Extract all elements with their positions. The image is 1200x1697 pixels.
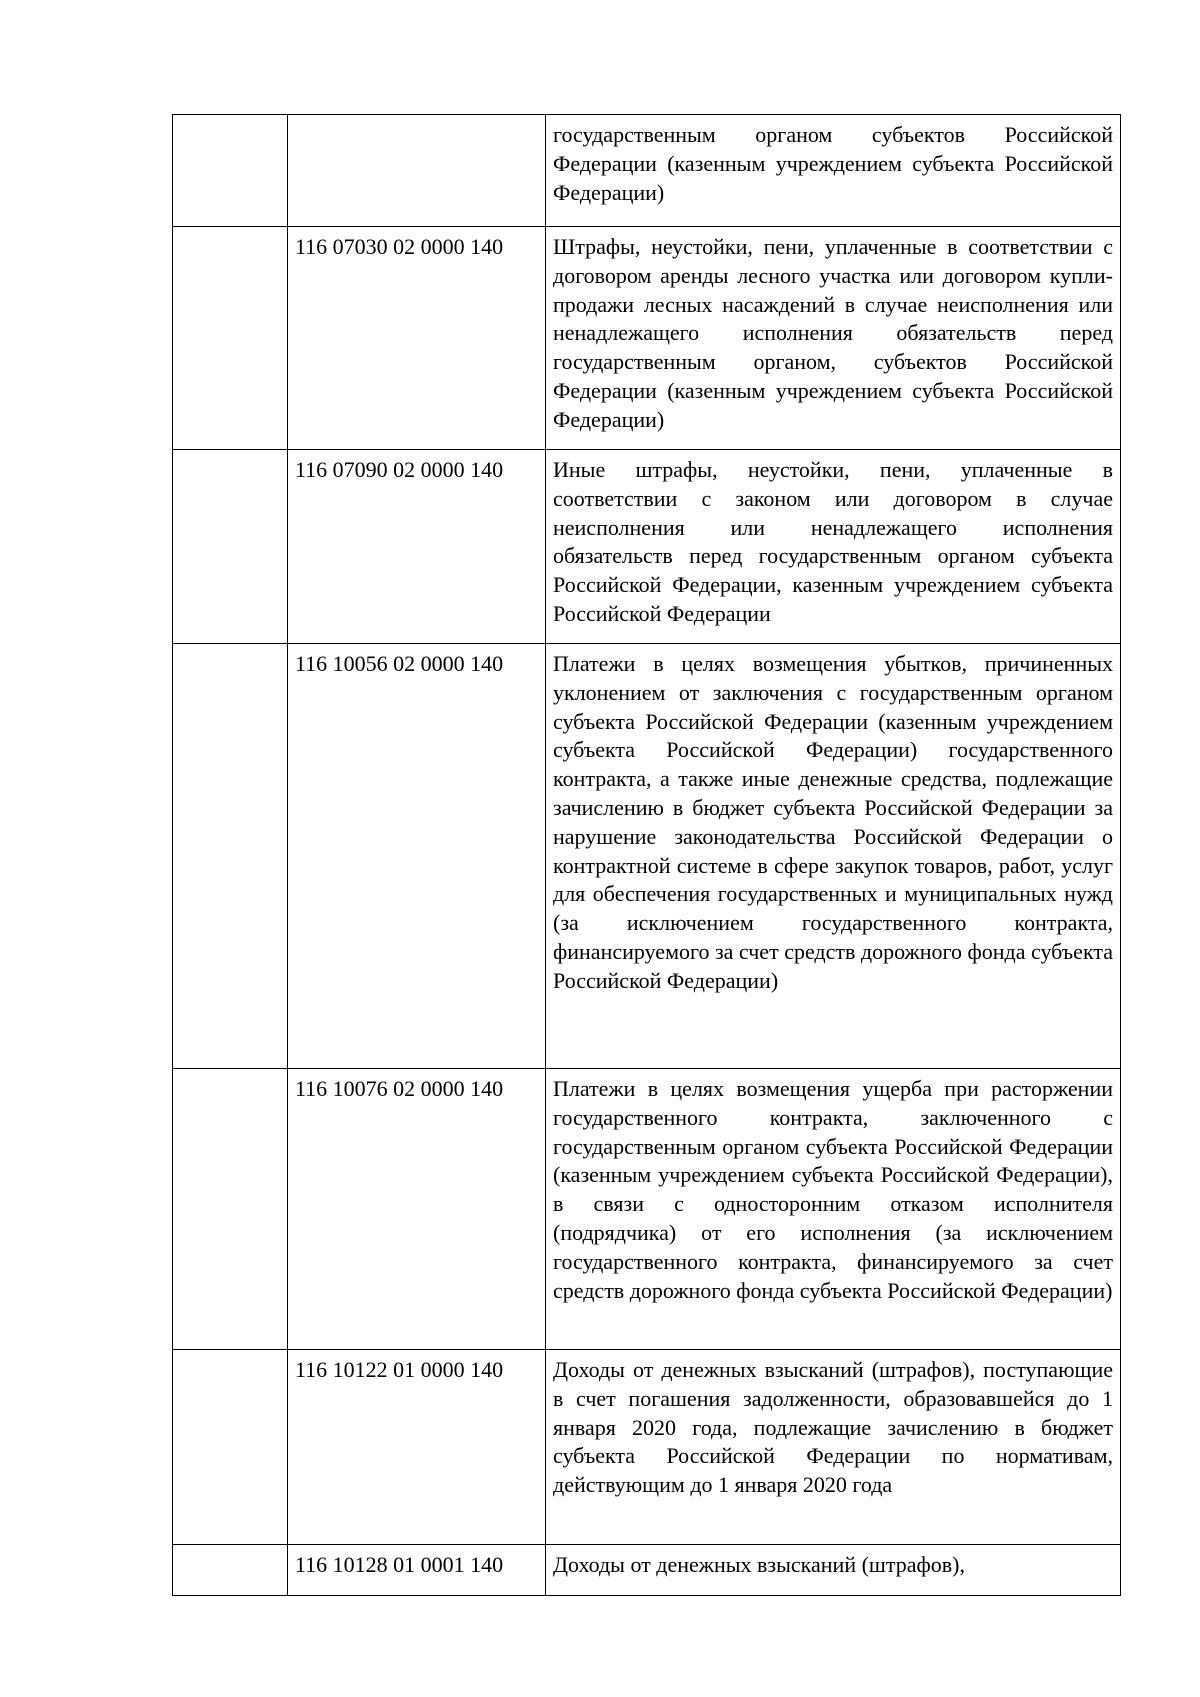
table-row	[173, 227, 1121, 450]
empty-cell	[173, 115, 288, 227]
classification-code: 116 10076 02 0000 140	[288, 1069, 546, 1350]
budget-classification-table	[172, 114, 1121, 1596]
empty-cell	[173, 227, 288, 450]
empty-cell	[173, 1069, 288, 1350]
income-description: Иные штрафы, неустойки, пени, уплаченные в соответствии с законом или договором в случае неисполнения или ненадлежащего исполнения обязательств перед государственным органом субъекта Российской Федерации, казенным учреждением субъекта Российской Федерации	[546, 450, 1121, 644]
classification-code: 116 10056 02 0000 140	[288, 644, 546, 1069]
classification-code: 116 07090 02 0000 140	[288, 450, 546, 644]
table-row	[173, 115, 1121, 227]
table-row	[173, 1069, 1121, 1350]
empty-cell	[173, 450, 288, 644]
empty-cell	[173, 1350, 288, 1545]
income-description: Платежи в целях возмещения убытков, причиненных уклонением от заключения с государственным органом субъекта Российской Федерации (казенным учреждением субъекта Российской Федерации) государственного контракта, а также иные денежные средства, подлежащие зачислению в бюджет субъекта Российской Федерации за нарушение законодательства Российской Федерации о контрактной системе в сфере закупок товаров, работ, услуг для обеспечения государственных и муниципальных нужд (за исключением государственного контракта, финансируемого за счет средств дорожного фонда субъекта Российской Федерации)	[546, 644, 1121, 1069]
table-row	[173, 644, 1121, 1069]
classification-code: 116 10128 01 0001 140	[288, 1545, 546, 1596]
income-description: Доходы от денежных взысканий (штрафов), поступающие в счет погашения задолженности, образовавшейся до 1 января 2020 года, подлежащие зачислению в бюджет субъекта Российской Федерации по нормативам, действующим до 1 января 2020 года	[546, 1350, 1121, 1545]
classification-code: 116 07030 02 0000 140	[288, 227, 546, 450]
table-row	[173, 1545, 1121, 1596]
income-description: Платежи в целях возмещения ущерба при расторжении государственного контракта, заключенного с государственным органом субъекта Российской Федерации (казенным учреждением субъекта Российской Федерации), в связи с односторонним отказом исполнителя (подрядчика) от его исполнения (за исключением государственного контракта, финансируемого за счет средств дорожного фонда субъекта Российской Федерации)	[546, 1069, 1121, 1350]
empty-cell	[173, 1545, 288, 1596]
classification-code: 116 10122 01 0000 140	[288, 1350, 546, 1545]
table-row	[173, 450, 1121, 644]
income-description: Штрафы, неустойки, пени, уплаченные в соответствии с договором аренды лесного участка или договором купли-продажи лесных насаждений в случае неисполнения или ненадлежащего исполнения обязательств перед государственным органом, субъектов Российской Федерации (казенным учреждением субъекта Российской Федерации)	[546, 227, 1121, 450]
income-description: государственным органом субъектов Российской Федерации (казенным учреждением субъекта Российской Федерации)	[546, 115, 1121, 227]
income-description: Доходы от денежных взысканий (штрафов),	[546, 1545, 1121, 1596]
empty-cell	[173, 644, 288, 1069]
table-row	[173, 1350, 1121, 1545]
classification-code	[288, 115, 546, 227]
